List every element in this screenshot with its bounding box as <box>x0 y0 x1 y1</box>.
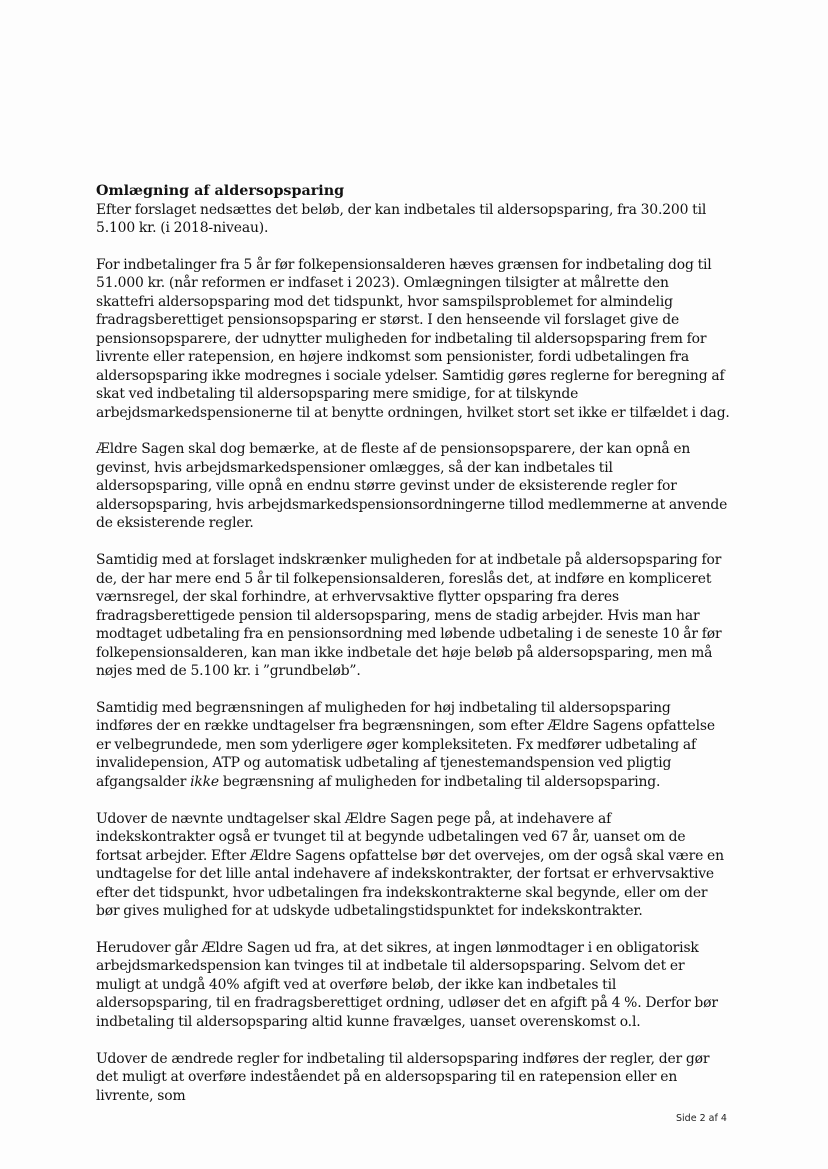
section-heading: Omlægning af aldersopsparing <box>96 183 345 199</box>
page-number: Side 2 af 4 <box>676 1113 727 1124</box>
paragraph-8: Udover de ændrede regler for indbetaling til aldersopsparing indføres der regler, der gør det muligt at overføre indeståendet på en aldersopsparing til en ratepension eller en livrente, som <box>96 1050 710 1104</box>
paragraph-4: Samtidig med at forslaget indskrænker muligheden for at indbetale på aldersopsparing for de, der har mere end 5 år til folkepensionsalderen, foreslås det, at indføre en kompliceret værnsregel, der skal forhindre, at erhvervsaktive flytter opsparing fra deres fradragsberettigede pension til aldersopsparing, mens de stadig arbejder. Hvis man har modtaget udbetaling fra en pensionsordning med løbende udbetaling i de seneste 10 år før folkepensionsalderen, kan man ikke indbetale det høje beløb på aldersopsparing, men må nøjes med de 5.100 kr. i ”grundbeløb”. <box>96 552 722 679</box>
paragraph-2: For indbetalinger fra 5 år før folkepensionsalderen hæves grænsen for indbetaling dog til 51.000 kr. (når reformen er indfaset i 2023). Omlægningen tilsigter at målrette den skattefri aldersopsparing mod det tidspunkt, hvor samspilsproblemet for almindelig fradragsberettiget pensionsopsparing er størst. I den henseende vil forslaget give de pensionsopsparere, der udnytter muligheden for indbetaling til aldersopsparing frem for livrente eller ratepension, en højere indkomst som pensionister, fordi udbetalingen fra aldersopsparing ikke modregnes i sociale ydelser. Samtidig gøres reglerne for beregning af skat ved indbetaling til aldersopsparing mere smidige, for at tilskynde arbejdsmarkedspensionerne til at benytte ordningen, hvilket stort set ikke er tilfældet i dag. <box>96 256 730 421</box>
paragraph-6: Udover de nævnte undtagelser skal Ældre Sagen pege på, at indehavere af indekskontrakter også er tvunget til at begynde udbetalingen ved 67 år, uanset om de fortsat arbejder. Efter Ældre Sagens opfattelse bør det overvejes, om der også skal være en undtagelse for det lille antal indehavere af indekskontrakter, der fortsat er erhvervsaktive efter det tidspunkt, hvor udbetalingen fra indekskontrakterne skal begynde, eller om der bør gives mulighed for at udskyde udbetalingstidspunktet for indekskontrakter. <box>96 810 724 919</box>
paragraph-5-text-end: begrænsning af muligheden for indbetaling til aldersopsparing. <box>219 773 661 790</box>
paragraph-5-emphasis: ikke <box>190 773 220 790</box>
paragraph-3: Ældre Sagen skal dog bemærke, at de fleste af de pensionsopsparere, der kan opnå en gevinst, hvis arbejdsmarkedspensioner omlægges, så der kan indbetales til aldersopsparing, ville opnå en endnu større gevinst under de eksisterende regler for aldersopsparing, hvis arbejdsmarkedspensionsordningerne tillod medlemmerne at anvende de eksisterende regler. <box>96 441 728 532</box>
paragraph-7: Herudover går Ældre Sagen ud fra, at det sikres, at ingen lønmodtager i en obligatorisk arbejdsmarkedspension kan tvinges til at indbetale til aldersopsparing. Selvom det er muligt at undgå 40% afgift ved at overføre beløb, der ikke kan indbetales til aldersopsparing, til en fradragsberettiget ordning, udløser det en afgift på 4 %. Derfor bør indbetaling til aldersopsparing altid kunne fravælges, uanset overenskomst o.l. <box>96 939 718 1030</box>
document-body <box>96 182 730 1124</box>
paragraph-5-text-start: Samtidig med begrænsningen af muligheden for høj indbetaling til aldersopsparing indføres der en række undtagelser fra begrænsningen, som efter Ældre Sagens opfattelse er velbegrundede, men som yderligere øger kompleksiteten. Fx medfører udbetaling af invalidepension, ATP og automatisk udbetaling af tjenestemandspension ved pligtig afgangsalder <box>96 699 715 790</box>
paragraph-1: Efter forslaget nedsættes det beløb, der kan indbetales til aldersopsparing, fra 30.200 til 5.100 kr. (i 2018-niveau). <box>96 201 707 236</box>
paragraph-5 <box>96 699 730 791</box>
